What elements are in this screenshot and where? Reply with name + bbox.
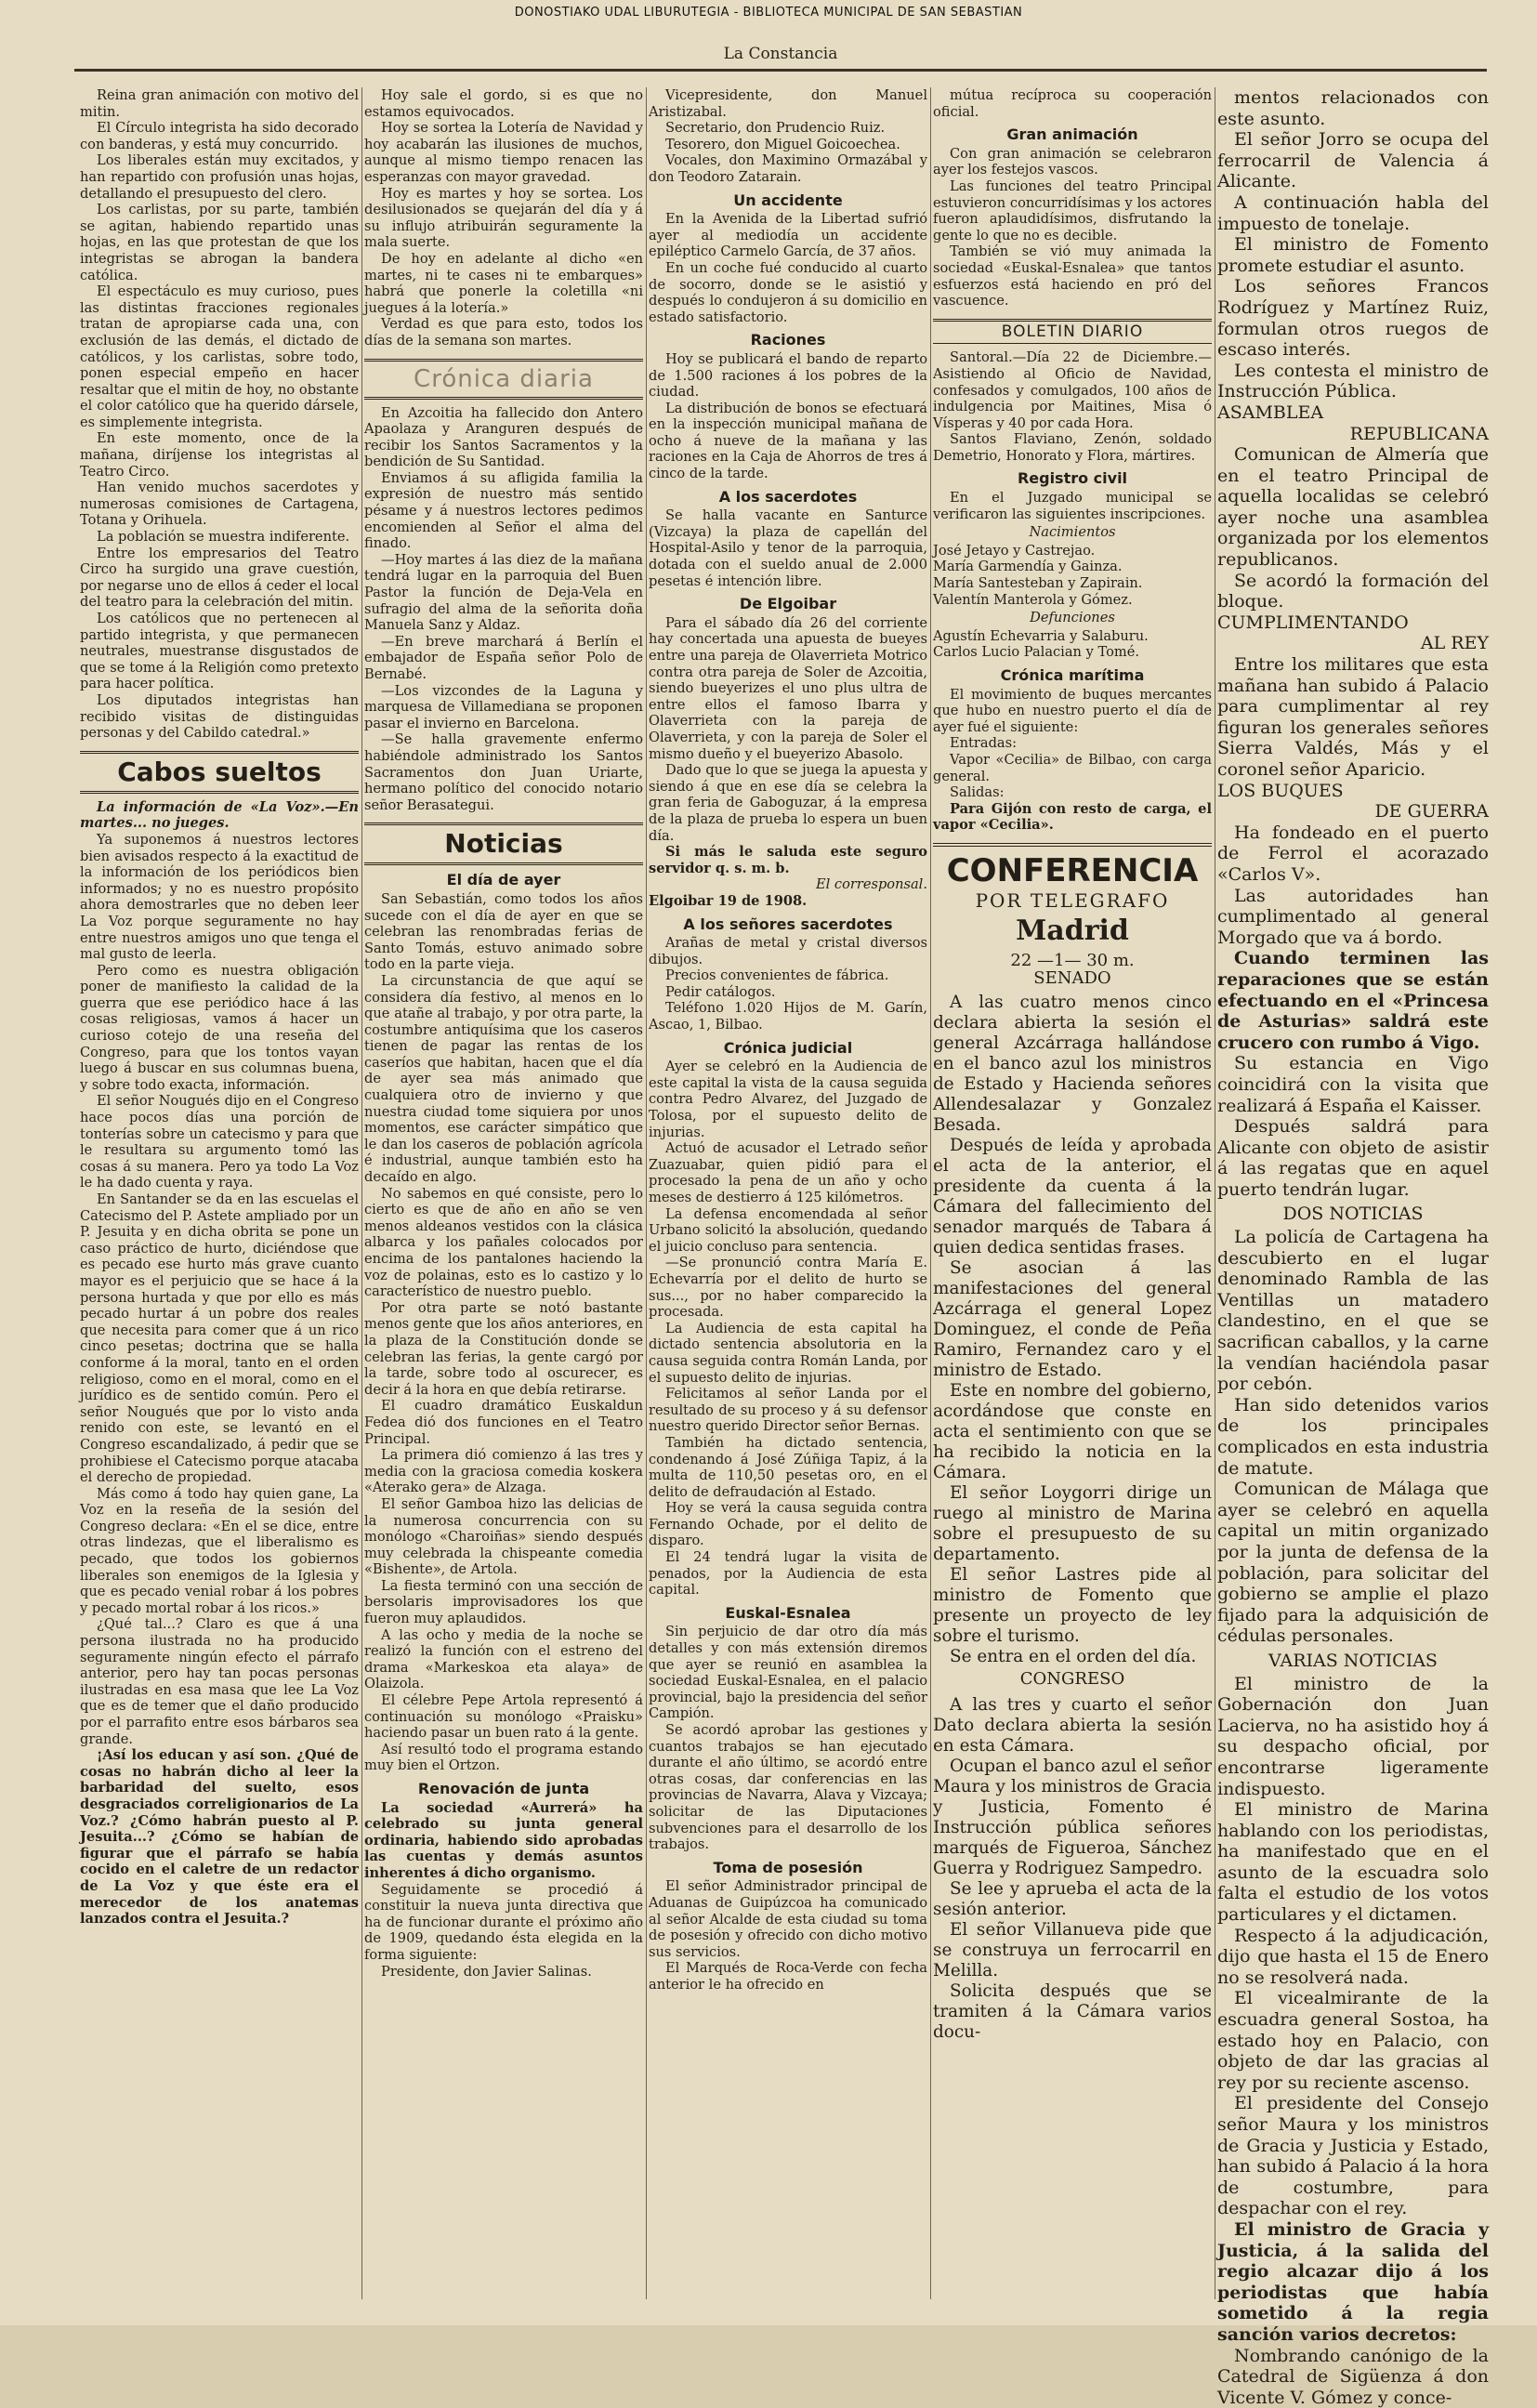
column-3 [649, 87, 927, 2299]
columns [80, 87, 1489, 2408]
paragraph: Para Gijón con resto de carga, el vapor «Cecilia». [933, 800, 1212, 834]
paragraph: Hoy se verá la causa seguida contra Fernando Ochade, por el delito de disparo. [649, 1500, 927, 1549]
paragraph: Entre los empresarios del Teatro Circo ha surgido una grave cuestión, por negarse uno de ellos á ceder el local del teatro para la celebración del mitin. [80, 545, 359, 611]
head-rule [74, 69, 1487, 72]
article-heading: Crónica marítima [1000, 666, 1145, 684]
paragraph: Dado que lo que se juega la apuesta y siendo á que en ese día se celebra la gran feria de Gaboguzar, á la empresa de la plaza de prueba lo espera un buen día. [649, 762, 927, 844]
paragraph: La población se muestra indiferente. [97, 529, 350, 546]
paragraph: —Se halla gravemente enfermo habiéndole administrado los Santos Sacramentos don Juan Uriarte, hermano político del conocido notario señor Berasategui. [364, 731, 643, 813]
paragraph: Presidente, don Javier Salinas. [381, 1963, 592, 1980]
paragraph: Los diputados integristas han recibido visitas de distinguidas personas y del Cabildo catedral.» [80, 691, 359, 742]
column-divider [930, 87, 931, 2299]
heading: DOS NOTICIAS [1282, 1204, 1424, 1225]
library-header: DONOSTIAKO UDAL LIBURUTEGIA - BIBLIOTECA MUNICIPAL DE SAN SEBASTIAN [514, 6, 1023, 20]
list-item: María Santesteban y Zapirain. [933, 575, 1143, 592]
paragraph: mentos relacionados con este asunto. [1217, 87, 1489, 129]
paragraph: Entre los militares que esta mañana han subido á Palacio para cumplimentar al rey figuran los generales señores Sierra Valdés, Más y el coronel señor Aparicio. [1217, 654, 1489, 780]
paragraph: San Sebastián, como todos los años sucede con el día de ayer en que se celebran las renombradas ferias de Santo Tomás, estuvo animado sobre todo en la parte vieja. [364, 890, 643, 973]
paragraph: Los señores Francos Rodríguez y Martínez Ruiz, formulan otros ruegos de escaso interés. [1217, 276, 1489, 361]
paragraph: El movimiento de buques mercantes que hubo en nuestro puerto el día de ayer fué el siguiente: [933, 686, 1212, 735]
subheading: CONGRESO [1019, 1668, 1125, 1689]
city-heading: Madrid [1016, 914, 1129, 947]
list-item: Agustín Echevarria y Salaburu. [933, 627, 1149, 644]
article-heading: A los sacerdotes [718, 487, 858, 506]
paragraph: El Círculo integrista ha sido decorado con banderas, y está muy concurrido. [80, 120, 359, 152]
paragraph: Las autoridades han cumplimentado al general Morgado que va á bordo. [1217, 885, 1489, 948]
paragraph: A las cuatro menos cinco declara abierta la sesión el general Azcárraga hallándose en el banco azul los ministros de Estado y Hacienda señores Allendesalazar y Gonzalez Besada. [933, 992, 1212, 1135]
section-title-conferencia: CONFERENCIA [933, 843, 1212, 889]
dateline: Elgoibar 19 de 1908. [649, 892, 808, 909]
paragraph: Actuó de acusador el Letrado señor Zuazuabar, quien pidió para el procesado la pena de un año y ocho meses de destierro á 125 kilómetros. [649, 1140, 927, 1205]
paragraph: El 24 tendrá lugar la visita de penados, por la Audiencia de esta capital. [649, 1549, 927, 1599]
article-heading: Euskal-Esnalea [725, 1603, 851, 1622]
paragraph: El señor Jorro se ocupa del ferrocarril de Valencia á Alicante. [1217, 129, 1489, 192]
paragraph: Salidas: [950, 784, 1005, 801]
paragraph: Su estancia en Vigo coincidirá con la visita que realizará á España el Kaisser. [1217, 1053, 1489, 1116]
paragraph: Hoy se publicará el bando de reparto de 1.500 raciones á los pobres de la ciudad. [649, 350, 927, 401]
paragraph: Los liberales están muy excitados, y han repartido con profusión unas hojas, detallando el presupuesto del clero. [80, 152, 359, 202]
paragraph: Si más le saluda este seguro servidor q. s. m. b. [649, 844, 927, 876]
paragraph: Hoy sale el gordo, si es que no estamos equivocados. [364, 87, 643, 120]
paragraph: Para el sábado día 26 del corriente hay concertada una apuesta de bueyes entre una pareja de Olaverrieta Motrico contra otra pareja de Soler de Azcoitia, siendo bueyerizes el uno plus ultra de entre ellos el famoso Ibarra y Olaverrieta con la pareja de Olaverrieta, y con la pareja de Soler el mismo dueño y el bueyerizo Abasolo. [649, 614, 927, 762]
heading: REPUBLICANA [1349, 423, 1489, 444]
paragraph: Enviamos á su afligida familia la expresión de nuestro más sentido pésame y á nuestros lectores pedimos encomienden al Señor el alma del finado. [364, 469, 643, 552]
article-heading: De Elgoibar [739, 595, 837, 613]
paragraph: El vicealmirante de la escuadra general Sostoa, ha estado hoy en Palacio, con objeto de dar las gracias al rey por su reciente ascenso. [1217, 1988, 1489, 2093]
paragraph: El señor Gamboa hizo las delicias de la numerosa concurrencia con su monólogo «Charoiñas» siendo después muy celebrada la chispeante comedia «Bishente», de Artola. [364, 1495, 643, 1578]
paragraph: La primera dió comienzo á las tres y media con la graciosa comedia koskera «Aterako gera» de Alzaga. [364, 1447, 643, 1496]
paragraph: Teléfono 1.020 Hijos de M. Garín, Ascao, 1, Bilbao. [649, 1000, 927, 1033]
paragraph: También se vió muy animada la sociedad «Euskal-Esnalea» que tantos esfuerzos está haciendo en pró del vascuence. [933, 243, 1212, 309]
heading: AL REY [1420, 633, 1489, 654]
signature: El corresponsal. [815, 876, 927, 893]
paragraph: Vocales, don Maximino Ormazábal y don Teodoro Zatarain. [649, 152, 927, 185]
paragraph: Hoy se sortea la Lotería de Navidad y hoy acabarán las ilusiones de muchos, aunque al mismo tiempo renacen las esperanzas con mayor gravedad. [364, 120, 643, 185]
article-heading: Toma de posesión [713, 1858, 863, 1876]
paragraph: Después saldrá para Alicante con objeto de asistir á las regatas que en aquel puerto tendrán lugar. [1217, 1116, 1489, 1200]
paragraph: El señor Nougués dijo en el Congreso hace pocos días una porción de tonterías sobre un catecismo y para que le resultara su argumento tomó las cosas á su manera. Pero ya todo La Voz le ha dado cuenta y raya. [80, 1093, 359, 1191]
paragraph: El cuadro dramático Euskaldun Fedea dió dos funciones en el Teatro Principal. [364, 1398, 643, 1447]
paragraph: Así resultó todo el programa estando muy bien el Ortzon. [364, 1741, 643, 1774]
paragraph: El presidente del Consejo señor Maura y los ministros de Gracia y Justicia y Estado, han subido á Palacio á la hora de costumbre, para despachar con el rey. [1217, 2093, 1489, 2219]
column-divider [646, 87, 647, 2299]
paragraph: Se acordó la formación del bloque. [1217, 570, 1489, 612]
paragraph: En este momento, once de la mañana, diríjense los integristas al Teatro Circo. [80, 430, 359, 480]
paragraph: Entradas: [950, 735, 1018, 752]
subheading: Nacimientos [1029, 524, 1116, 541]
paragraph: Por otra parte se notó bastante menos gente que los años anteriores, en la plaza de la Constitución donde se celebran las ferias, la gente cargó por la tarde, sobre todo al oscurecer, es decir á la hora en que debía retirarse. [364, 1299, 643, 1398]
paragraph: En la Avenida de la Libertad sufrió ayer al mediodía un accidente epiléptico Carmelo García, de 37 años. [649, 211, 927, 260]
article-heading: Registro civil [1017, 469, 1128, 488]
paragraph: Vicepresidente, don Manuel Aristizabal. [649, 87, 927, 120]
paragraph: La policía de Cartagena ha descubierto en el lugar denominado Rambla de las Ventillas un matadero clandestino, en el que se sacrifican caballos, y la carne la vendían haciéndola pasar por cebón. [1217, 1227, 1489, 1395]
paragraph: Se entra en el orden del día. [950, 1646, 1197, 1666]
section-title-cronica-diaria: Crónica diaria [364, 359, 643, 400]
paragraph: Ha fondeado en el puerto de Ferrol el acorazado «Carlos V». [1217, 822, 1489, 885]
paragraph: Vapor «Cecilia» de Bilbao, con carga general. [933, 751, 1212, 784]
paragraph: El ministro de la Gobernación don Juan Lacierva, no ha asistido hoy á su despacho oficial, por encontrarse ligeramente indispuesto. [1217, 1673, 1489, 1799]
paragraph: Los carlistas, por su parte, también se agitan, habiendo repartido unas hojas, en las que protestan de que los integristas se abrogan la bandera católica. [80, 202, 359, 283]
paragraph: Les contesta el ministro de Instrucción Pública. [1217, 360, 1489, 402]
paragraph: De hoy en adelante al dicho «en martes, ni te cases ni te embarques» habrá que ponerle la coletilla «ni juegues á la lotería.» [364, 250, 643, 316]
paragraph: Nombrando canónigo de la Catedral de Sigüenza á don Vicente V. Gómez y conce- [1217, 2345, 1489, 2408]
paragraph: Seguidamente se procedió á constituir la nueva junta directiva que ha de funcionar durante el próximo año de 1909, quedando ésta elegida en la forma siguiente: [364, 1881, 643, 1963]
paragraph: A continuación habla del impuesto de tonelaje. [1217, 191, 1489, 234]
paragraph: Han venido muchos sacerdotes y numerosas comisiones de Cartagena, Totana y Orihuela. [80, 480, 359, 529]
paragraph: Se halla vacante en Santurce (Vizcaya) la plaza de capellán del Hospital-Asilo y tenor de la parroquia, dotada con el sueldo anual de 2.000 pesetas é intención libre. [649, 507, 927, 589]
article-heading: Raciones [750, 331, 826, 349]
paragraph: Con gran animación se celebraron ayer los festejos vascos. [933, 145, 1212, 178]
paragraph: Precios convenientes de fábrica. [665, 967, 889, 984]
paragraph: La fiesta terminó con una sección de bersolaris improvisadores los que fueron muy aplaudidos. [364, 1577, 643, 1627]
heading: VARIAS NOTICIAS [1268, 1650, 1438, 1671]
article-heading: El día de ayer [446, 871, 561, 889]
dateline: 22 —1— 30 m. [1010, 950, 1135, 970]
list-item: José Jetayo y Castrejao. [933, 542, 1096, 559]
paragraph: —En breve marchará á Berlín el embajador de España señor Polo de Bernabé. [364, 633, 643, 682]
article-heading: A los señores sacerdotes [683, 915, 893, 933]
paragraph: —Se pronunció contra María E. Echevarría por el delito de hurto se sus..., por no haber comparecido la procesada. [649, 1255, 927, 1321]
paragraph: Las funciones del teatro Principal estuvieron concurridísimas y los actores fueron aplaudidísimos, disfrutando la gente lo que no es decible. [933, 178, 1212, 243]
column-4 [933, 87, 1212, 2299]
article-heading: Renovación de junta [417, 1780, 590, 1797]
heading: ASAMBLEA [1217, 401, 1324, 423]
paragraph: A las tres y cuarto el señor Dato declara abierta la sesión en esta Cámara. [933, 1694, 1212, 1756]
paragraph: —Los vizcondes de la Laguna y marquesa de Villamediana se proponen pasar el invierno en Barcelona. [364, 682, 643, 731]
paragraph: Han sido detenidos varios de los principales complicados en esta industria de matute. [1217, 1394, 1489, 1479]
list-item: Carlos Lucio Palacian y Tomé. [933, 644, 1139, 661]
paragraph: Santos Flaviano, Zenón, soldado Demetrio, Honorato y Flora, mártires. [933, 431, 1212, 464]
paragraph: Se lee y aprueba el acta de la sesión anterior. [933, 1878, 1212, 1919]
paragraph: Más como á todo hay quien gane, La Voz en la reseña de la sesión del Congreso declara: «En el se dice, entre otras lindezas, que el liberalismo es pecado, que todos los gobiernos liberales son enemigos de la Iglesia y que es pecado venial robar á los pobres y pecado mortal robar á los ricos.» [80, 1485, 359, 1616]
paragraph: Se asocian á las manifestaciones del general Azcárraga el general Lopez Dominguez, el conde de Peña Ramiro, Fernandez caro y el ministro de Estado. [933, 1257, 1212, 1380]
paragraph: El Marqués de Roca-Verde con fecha anterior le ha ofrecido en [649, 1960, 927, 1993]
paragraph: mútua recíproca su cooperación oficial. [933, 87, 1212, 120]
heading: CUMPLIMENTANDO [1217, 612, 1409, 633]
article-lead: La información de «La Voz».—En martes... no jueges. [80, 798, 359, 832]
paragraph: El ministro de Fomento promete estudiar el asunto. [1217, 234, 1489, 276]
paragraph: El ministro de Marina hablando con los periodistas, ha manifestado que en el asunto de la escuadra solo falta el estudio de los votos particulares y el dictamen. [1217, 1799, 1489, 1926]
subheading: SENADO [1033, 968, 1111, 989]
paragraph: Este en nombre del gobierno, acordándose que conste en acta el sentimiento con que se ha recibido la noticia en la Cámara. [933, 1380, 1212, 1482]
paragraph: Arañas de metal y cristal diversos dibujos. [649, 935, 927, 967]
paragraph: Se acordó aprobar las gestiones y cuantos trabajos se han ejecutado durante el año último, se acordó entre otras cosas, dar conferencias en las provincias de Navarra, Alava y Vizcaya; solicitar de las Diputaciones subvenciones para el desarrollo de los trabajos. [649, 1722, 927, 1853]
paragraph: Hoy es martes y hoy se sortea. Los desilusionados se quejarán del día y á su influjo atribuirán seguramente la mala suerte. [364, 185, 643, 251]
list-item: María Garmendía y Gainza. [933, 559, 1123, 575]
paragraph: La defensa encomendada al señor Urbano solicitó la absolución, quedando el juicio concluso para sentencia. [649, 1205, 927, 1255]
paragraph: El célebre Pepe Artola representó á continuación su monólogo «Praisku» haciendo pasar un buen rato á la gente. [364, 1692, 643, 1742]
paragraph: En el Juzgado municipal se verificaron las siguientes inscripciones. [933, 490, 1212, 522]
paragraph: ¡Así los educan y así son. ¿Qué de cosas no habrán dicho al leer la barbaridad del suelto, esos desgraciados correligionarios de La Voz.? ¿Cómo habrán puesto al P. Jesuita...? ¿Cómo se habían de figurar que el párrafo se había cocido en el caletre de un redactor de La Voz y que éste era el merecedor de los anatemas lanzados contra el Jesuita.? [80, 1747, 359, 1928]
paragraph: El señor Loygorri dirige un ruego al ministro de Marina sobre el presupuesto de su departamento. [933, 1482, 1212, 1564]
paragraph: La distribución de bonos se efectuará en la inspección municipal mañana de ocho á nueve de la mañana y las raciones en la Caja de Ahorros de tres á cinco de la tarde. [649, 400, 927, 482]
paragraph: La circunstancia de que aquí se considera día festivo, al menos en lo que atañe al trabajo, y por otra parte, la costumbre antiquísima que los caseros tienen de pagar las rentas de los caseríos que habitan, hacen que el día de ayer sea más animado que cualquiera otro de invierno y que nuestra ciudad tome siquiera por unos momentos, ese carácter simpático que le dan los caseros de población agrícola é industrial, aunque también esto ha decaído en algo. [364, 972, 643, 1186]
paragraph: El espectáculo es muy curioso, pues las distintas fracciones regionales tratan de apropiarse cada una, con exclusión de las demás, el dictado de católicos, y los carlistas, sobre todo, ponen especial empeño en hacer resaltar que el mitin de hoy, no obstante el color católico que ha querido dársele, es simplemente integrista. [80, 283, 359, 430]
paragraph: Tesorero, don Miguel Goicoechea. [665, 136, 900, 152]
section-title-boletin: BOLETIN DIARIO [933, 319, 1212, 345]
paragraph: —Hoy martes á las diez de la mañana tendrá lugar en la parroquia del Buen Pastor la función de Deja-Vela en sufragio del alma de la señorita doña Manuela Sanz y Aldaz. [364, 551, 643, 634]
paragraph: En un coche fué conducido al cuarto de socorro, donde se le asistió y después lo condujeron á su domicilio en estado satisfactorio. [649, 259, 927, 325]
paragraph: Los católicos que no pertenecen al partido integrista, y que permanecen neutrales, muestranse disgustados de que se tome á la Religión como pretexto para hacer política. [80, 611, 359, 692]
paragraph: ¿Qué tal...? Claro es que á una persona ilustrada no ha producido seguramente ningún efecto el párrafo anterior, pero hay tan pocas personas ilustradas en esa masa que lee La Voz que es de temer que el daño producido por el parrafito entre esos bárbaros sea grande. [80, 1616, 359, 1747]
paragraph: El señor Administrador principal de Aduanas de Guipúzcoa ha comunicado al señor Alcalde de esta ciudad su toma de posesión y ofrecido con dicho motivo sus servicios. [649, 1878, 927, 1960]
newspaper-title: La Constancia [723, 45, 838, 63]
paragraph: No sabemos en qué consiste, pero lo cierto es que de año en año se ven menos aldeanos vestidos con la clásica albarca y los pañales colocados por encima de los pantalones haciendo la voz de polainas, esto es lo castizo y lo característico de nuestro pueblo. [364, 1185, 643, 1300]
section-title-cabos-sueltos: Cabos sueltos [80, 751, 359, 794]
paragraph: Pedir catálogos. [665, 983, 776, 1000]
paragraph: Solicita después que se tramiten á la Cámara varios docu- [933, 1980, 1212, 2042]
column-divider [361, 87, 362, 2299]
article-heading: Gran animación [1006, 125, 1138, 144]
paragraph: Secretario, don Prudencio Ruiz. [665, 120, 886, 137]
paragraph: Felicitamos al señor Landa por el resultado de su proceso y á su defensor nuestro querido Director señor Bernas. [649, 1386, 927, 1435]
paragraph: El señor Lastres pide al ministro de Fomento que presente un proyecto de ley sobre el turismo. [933, 1564, 1212, 1646]
paragraph: Ayer se celebró en la Audiencia de este capital la vista de la causa seguida contra Pedro Alvarez, del Juzgado de Tolosa, por el supuesto delito de injurias. [649, 1059, 927, 1140]
paragraph: Comunican de Almería que en el teatro Principal de aquella localidas se celebró ayer noche una asamblea organizada por los elementos republicanos. [1217, 444, 1489, 571]
paragraph: En Santander se da en las escuelas el Catecismo del P. Astete ampliado por un P. Jesuita y en dicha obrita se pone un caso práctico de hurto, diciéndose que es pecado ese hurto más grave cuanto mayor es el perjuicio que se hace á la persona hurtada y que por ello es más pecado hurtar á un pobre dos reales que necesita para comer que á un rico cinco pesetas; doctrina que se halla conforme á la moral, tanto en el orden religioso, como en el moral, como en el jurídico es de sentido común. Pero el señor Nougués que por lo visto anda renido con este, se levantó en el Congreso escandalizado, á pedir que se prohibiese el Catecismo porque atacaba el derecho de propiedad. [80, 1191, 359, 1486]
paragraph: Reina gran animación con motivo del mitin. [80, 87, 359, 120]
paragraph: La sociedad «Aurrerá» ha celebrado su junta general ordinaria, habiendo sido aprobadas las cuentas y demás asuntos inherentes á dicho organismo. [364, 1799, 643, 1881]
heading: DE GUERRA [1374, 801, 1489, 822]
paragraph: Sin perjuicio de dar otro día más detalles y con más extensión diremos que ayer se reunió en asamblea la sociedad Euskal-Esnalea, en el palacio provincial, bajo la presidencia del señor Campión. [649, 1624, 927, 1722]
subheading: POR TELEGRAFO [975, 888, 1170, 912]
paragraph: Ya suponemos á nuestros lectores bien avisados respecto á la exactitud de la información de los periódicos bien informados; y no es nuestro propósito ahora demostrarles que no deben leer La Voz porque seguramente no hay entre nuestros amigos uno que tenga el mal gusto de leerla. [80, 831, 359, 963]
article-heading: Crónica judicial [723, 1038, 853, 1057]
paragraph: Respecto á la adjudicación, dijo que hasta el 15 de Enero no se resolverá nada. [1217, 1925, 1489, 1988]
paragraph: El señor Villanueva pide que se construya un ferrocarril en Melilla. [933, 1919, 1212, 1980]
paragraph: Pero como es nuestra obligación poner de manifiesto la calidad de la guerra que ese periódico hace á las cosas religiosas, vamos á hacer un curioso cotejo de una reseña del Congreso, para que los tontos vayan luego á buscar en sus columnas buena, y sobre todo exacta, información. [80, 962, 359, 1093]
paragraph: La Audiencia de esta capital ha dictado sentencia absolutoria en la causa seguida contra Román Landa, por el supuesto delito de injurias. [649, 1320, 927, 1386]
column-1 [80, 87, 359, 2299]
paragraph: Comunican de Málaga que ayer se celebró en aquella capital un mitin organizado por la junta de defensa de la población, para solicitar del gobierno se amplie el plazo fijado para la adquisición de cédulas personales. [1217, 1479, 1489, 1647]
column-5 [1217, 87, 1489, 2408]
paragraph: A las ocho y media de la noche se realizó la función con el estreno del drama «Markeskoa eta alaya» de Olaizola. [364, 1626, 643, 1692]
section-title-noticias: Noticias [364, 822, 643, 865]
paragraph: Cuando terminen las reparaciones que se están efectuando en el «Princesa de Asturias» saldrá este crucero con rumbo á Vigo. [1217, 948, 1489, 1053]
paragraph: En Azcoitia ha fallecido don Antero Apaolaza y Aranguren después de recibir los Santos Sacramentos y la bendición de Su Santidad. [364, 404, 643, 470]
paragraph: Santoral.—Día 22 de Diciembre.—Asistiendo al Oficio de Navidad, confesados y comulgados, 100 años de indulgencia por Maitines, Misa ó Vísperas y 40 por cada Hora. [933, 349, 1212, 431]
heading: LOS BUQUES [1217, 780, 1344, 801]
paragraph: Verdad es que para esto, todos los días de la semana son martes. [364, 316, 643, 349]
subheading: Defunciones [1030, 610, 1115, 626]
paragraph: El ministro de Gracia y Justicia, á la salida del regio alcazar dijo á los periodistas que había sometido á la regia sanción varios decretos: [1217, 2218, 1489, 2345]
paragraph: También ha dictado sentencia, condenando á José Zúñiga Tapiz, á la multa de 110,50 pesetas oro, en el delito de defraudación al Estado. [649, 1434, 927, 1500]
list-item: Valentín Manterola y Gómez. [933, 591, 1133, 608]
article-heading: Un accidente [733, 191, 843, 209]
paragraph: Ocupan el banco azul el señor Maura y los ministros de Gracia y Justicia, Fomento é Instrucción pública señores marqués de Figueroa, Sánchez Guerra y Rodriguez Sampedro. [933, 1756, 1212, 1878]
senate-report [933, 993, 1212, 2043]
running-head [74, 41, 1487, 67]
paragraph: Después de leída y aprobada el acta de la anterior, el presidente da cuenta á la Cámara del fallecimiento del senador marqués de Tabara á quien dedica sentidas frases. [933, 1135, 1212, 1257]
column-2 [364, 87, 643, 2299]
